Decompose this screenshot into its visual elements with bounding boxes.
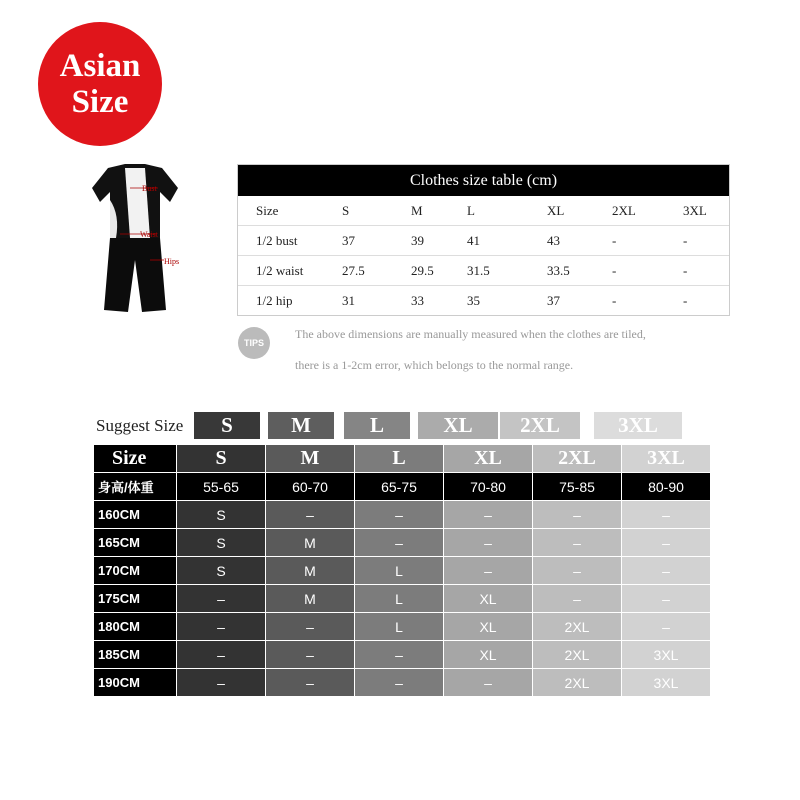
badge-line2: Size	[71, 84, 129, 120]
grid-cell: –	[266, 501, 354, 528]
grid-cell: 2XL	[533, 669, 621, 696]
grid-cell: M	[266, 557, 354, 584]
grid-row-label: 180CM	[94, 613, 176, 640]
clothes-table-cell: S	[342, 203, 350, 218]
grid-cell: S	[177, 501, 265, 528]
clothes-table-cell: -	[612, 293, 617, 308]
grid-cell: 70-80	[444, 473, 532, 500]
grid-height-row	[94, 557, 711, 585]
grid-cell: –	[444, 669, 532, 696]
suggest-size-bar	[96, 412, 658, 439]
grid-cell: –	[533, 557, 621, 584]
grid-cell: –	[177, 641, 265, 668]
jersey-figure-image	[80, 160, 190, 320]
clothes-table-cell: 1/2 hip	[256, 293, 293, 308]
tips-line-1: The above dimensions are manually measured when the clothes are tiled,	[295, 327, 646, 341]
grid-cell: L	[355, 613, 443, 640]
grid-cell: –	[444, 529, 532, 556]
grid-cell: –	[622, 501, 710, 528]
grid-cell: –	[622, 585, 710, 612]
grid-cell: –	[622, 613, 710, 640]
suggest-size-3xl: 3XL	[594, 412, 682, 439]
suggest-size-s: S	[194, 412, 260, 439]
grid-cell: S	[177, 557, 265, 584]
clothes-table-row	[238, 255, 729, 285]
grid-cell: L	[355, 557, 443, 584]
grid-cell: S	[177, 445, 265, 472]
grid-height-row	[94, 641, 711, 669]
grid-height-row	[94, 501, 711, 529]
grid-cell: XL	[444, 613, 532, 640]
grid-cell: M	[266, 529, 354, 556]
grid-cell: 75-85	[533, 473, 621, 500]
suggest-size-label: Suggest Size	[96, 415, 184, 435]
grid-height-row	[94, 585, 711, 613]
clothes-table-cell: 41	[467, 233, 480, 248]
clothes-table-cell: L	[467, 203, 475, 218]
grid-height-row	[94, 613, 711, 641]
grid-row-label: 165CM	[94, 529, 176, 556]
grid-cell: 3XL	[622, 445, 710, 472]
clothes-table-cell: 27.5	[342, 263, 365, 278]
badge-line1: Asian	[59, 48, 141, 84]
grid-cell: –	[533, 501, 621, 528]
clothes-table-row	[238, 196, 729, 225]
clothes-table-cell: XL	[547, 203, 565, 218]
clothes-table-cell: M	[411, 203, 423, 218]
clothes-table-cell: 1/2 waist	[256, 263, 304, 278]
suggest-size-2xl: 2XL	[500, 412, 580, 439]
clothes-table-cell: -	[683, 293, 688, 308]
grid-cell: 60-70	[266, 473, 354, 500]
clothes-table-cell: -	[683, 233, 688, 248]
clothes-table-cell: -	[612, 233, 617, 248]
clothes-table-cell: -	[683, 263, 688, 278]
grid-height-row	[94, 669, 711, 697]
grid-cell: L	[355, 445, 443, 472]
grid-cell: –	[177, 585, 265, 612]
grid-cell: XL	[444, 445, 532, 472]
grid-cell: 2XL	[533, 445, 621, 472]
clothes-table-cell: 31	[342, 293, 355, 308]
clothes-table-cell: 2XL	[612, 203, 636, 218]
grid-cell: –	[533, 585, 621, 612]
grid-cell: L	[355, 585, 443, 612]
clothes-table-cell: 3XL	[683, 203, 707, 218]
grid-cell: M	[266, 585, 354, 612]
grid-row-label: 170CM	[94, 557, 176, 584]
suggest-size-l: L	[344, 412, 410, 439]
hips-label: Hips	[164, 257, 180, 266]
waist-label: Waist	[140, 230, 159, 239]
grid-cell: 65-75	[355, 473, 443, 500]
clothes-table-cell: 43	[547, 233, 560, 248]
grid-row-label: 185CM	[94, 641, 176, 668]
grid-cell: XL	[444, 585, 532, 612]
grid-row-label: 190CM	[94, 669, 176, 696]
grid-cell: –	[177, 613, 265, 640]
grid-cell: M	[266, 445, 354, 472]
grid-cell: –	[622, 557, 710, 584]
grid-cell: 55-65	[177, 473, 265, 500]
tips-icon: TIPS	[238, 327, 270, 359]
grid-cell: –	[266, 641, 354, 668]
grid-header-row	[94, 445, 711, 473]
grid-cell: –	[444, 557, 532, 584]
grid-row-label: 175CM	[94, 585, 176, 612]
clothes-table-cell: 33	[411, 293, 424, 308]
clothes-table-cell: 37	[547, 293, 560, 308]
size-recommendation-grid	[94, 445, 711, 697]
grid-cell: 3XL	[622, 641, 710, 668]
clothes-table-cell: -	[612, 263, 617, 278]
clothes-table-cell: 31.5	[467, 263, 490, 278]
grid-cell: S	[177, 529, 265, 556]
suggest-size-xl: XL	[418, 412, 498, 439]
clothes-table-row	[238, 285, 729, 315]
clothes-table-row	[238, 225, 729, 255]
clothes-table-cell: 33.5	[547, 263, 570, 278]
grid-height-row	[94, 529, 711, 557]
grid-cell: 2XL	[533, 641, 621, 668]
grid-cell: –	[355, 529, 443, 556]
grid-cell: 2XL	[533, 613, 621, 640]
grid-cell: –	[266, 669, 354, 696]
clothes-table-cell: 37	[342, 233, 355, 248]
grid-cell: –	[355, 501, 443, 528]
grid-cell: –	[533, 529, 621, 556]
grid-cell: –	[177, 669, 265, 696]
grid-row-label: 160CM	[94, 501, 176, 528]
tips-line-2: there is a 1-2cm error, which belongs to the normal range.	[295, 358, 574, 372]
grid-row-label: Size	[94, 445, 176, 472]
grid-cell: –	[355, 641, 443, 668]
grid-cell: –	[622, 529, 710, 556]
grid-cell: –	[355, 669, 443, 696]
clothes-table-cell: 29.5	[411, 263, 434, 278]
grid-cell: –	[444, 501, 532, 528]
grid-height-weight-row	[94, 473, 711, 501]
asian-size-badge	[38, 22, 162, 146]
grid-row-label: 身高/体重	[94, 473, 176, 500]
grid-cell: 3XL	[622, 669, 710, 696]
clothes-size-table	[237, 164, 730, 316]
bust-label: Bust	[142, 184, 157, 193]
grid-cell: 80-90	[622, 473, 710, 500]
clothes-table-cell: 39	[411, 233, 424, 248]
grid-cell: XL	[444, 641, 532, 668]
clothes-table-cell: 1/2 bust	[256, 233, 298, 248]
clothes-table-cell: Size	[256, 203, 279, 218]
suggest-size-m: M	[268, 412, 334, 439]
clothes-table-cell: 35	[467, 293, 480, 308]
clothes-table-title: Clothes size table (cm)	[238, 165, 729, 196]
grid-cell: –	[266, 613, 354, 640]
